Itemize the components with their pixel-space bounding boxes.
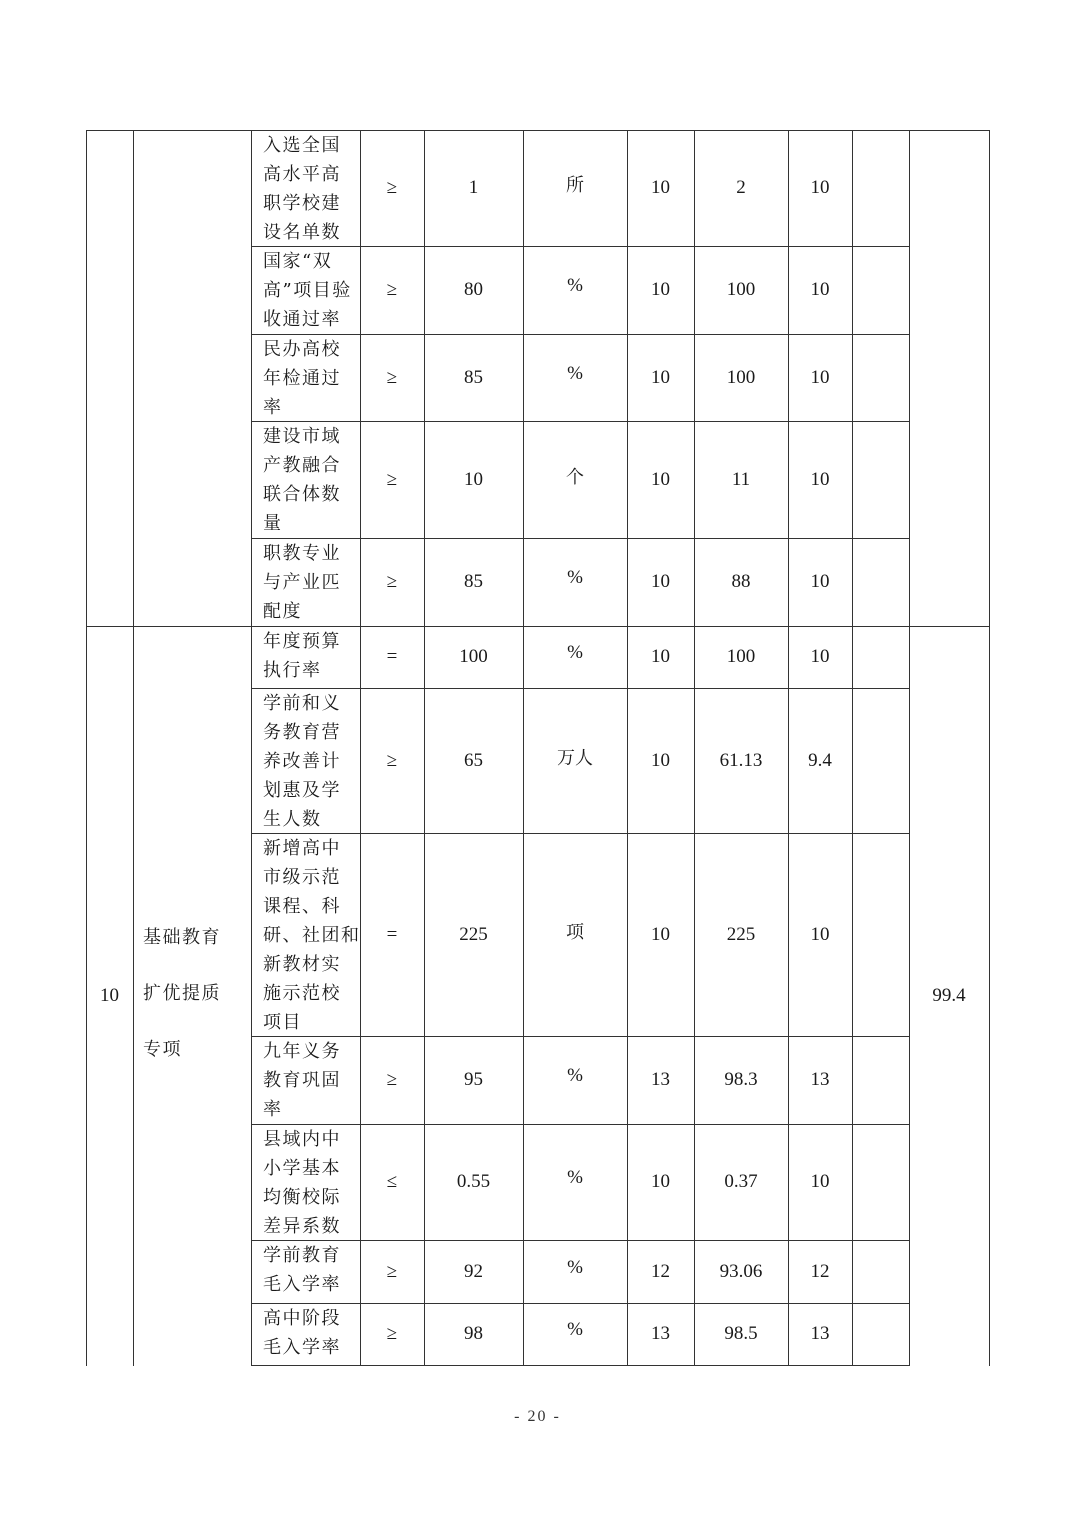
- cell-score: 13: [810, 1323, 830, 1344]
- cell-score: 10: [810, 1171, 830, 1192]
- indicator-name-line: 建设市域: [263, 426, 341, 447]
- cell-score: 10: [810, 923, 830, 945]
- cell-remark: [852, 130, 909, 246]
- indicator-name-line: 九年义务: [263, 1041, 341, 1062]
- project-index: 10: [100, 984, 119, 1006]
- page-number: - 20 -: [514, 1408, 561, 1425]
- indicator-name-line: 率: [263, 1099, 283, 1120]
- column-rule: [251, 130, 252, 1366]
- indicator-name-line: 联合体数: [263, 484, 341, 505]
- cell-weight: 13: [651, 1323, 670, 1344]
- cell-weight: 12: [651, 1260, 670, 1282]
- cell-actual: 0.37: [724, 1171, 758, 1192]
- cell-score: 10: [810, 646, 830, 667]
- cell-unit: %: [567, 1256, 583, 1278]
- indicator-name-line: 与产业匹: [263, 572, 341, 593]
- indicator-name-line: 高中阶段: [263, 1308, 341, 1329]
- cell-actual: 93.06: [719, 1260, 763, 1282]
- cell-score: 9.4: [808, 749, 832, 771]
- indicator-name-line: 年检通过: [263, 368, 341, 389]
- project-name-line: 基础教育: [143, 927, 221, 948]
- cell-op: ≥: [386, 468, 398, 490]
- indicator-name: [263, 1037, 358, 1124]
- cell-unit: 个: [566, 466, 584, 488]
- indicator-name-line: 毛入学率: [263, 1337, 341, 1358]
- cell-remark: [852, 1303, 909, 1365]
- cell-actual: 61.13: [719, 749, 763, 771]
- indicator-name-line: 年度预算: [263, 631, 341, 652]
- cell-remark: [852, 421, 909, 538]
- cell-unit: 万人: [557, 747, 593, 769]
- indicator-name: [263, 335, 358, 422]
- indicator-name-line: 项目: [263, 1012, 302, 1033]
- indicator-name-line: 新增高中: [263, 838, 341, 859]
- cell-unit: %: [567, 567, 583, 588]
- cell-unit: %: [567, 1167, 583, 1188]
- cell-target: 65: [464, 749, 483, 771]
- cell-remark: [852, 246, 909, 334]
- cell-weight: 10: [651, 279, 670, 300]
- cell-weight: 10: [651, 177, 670, 198]
- indicator-name-line: 务教育营: [263, 722, 341, 743]
- cell-unit: %: [567, 1065, 583, 1086]
- project-name: [143, 910, 249, 1078]
- cell-score: 12: [810, 1260, 830, 1282]
- cell-target: 95: [464, 1069, 483, 1090]
- indicator-name-line: 划惠及学: [263, 780, 341, 801]
- cell-actual: 100: [726, 366, 756, 388]
- cell-weight: 10: [651, 1171, 670, 1192]
- indicator-name-line: 学前和义: [263, 693, 341, 714]
- cell-op: ≤: [386, 1171, 398, 1192]
- project-name-line: 专项: [143, 1039, 182, 1060]
- column-rule: [133, 130, 134, 1366]
- cell-remark: [852, 1036, 909, 1124]
- cell-target: 85: [464, 571, 483, 592]
- cell-target: 1: [468, 177, 479, 198]
- indicator-name-line: 入选全国: [263, 135, 341, 156]
- indicator-name-line: 职学校建: [263, 193, 341, 214]
- indicator-name-line: 课程、科: [263, 896, 341, 917]
- indicator-name-line: 差异系数: [263, 1216, 341, 1237]
- indicator-name-line: 配度: [263, 601, 302, 622]
- cell-unit: %: [567, 1319, 583, 1340]
- indicator-name: [263, 247, 358, 334]
- column-rule: [989, 130, 990, 1366]
- cell-score: 10: [810, 366, 830, 388]
- cell-target: 80: [464, 279, 483, 300]
- indicator-name-line: 教育巩固: [263, 1070, 341, 1091]
- cell-remark: [852, 626, 909, 688]
- indicator-name-line: 收通过率: [263, 309, 341, 330]
- indicator-name-line: 设名单数: [263, 222, 341, 243]
- cell-unit: 项: [566, 921, 584, 943]
- indicator-name: [263, 539, 358, 626]
- indicator-name-line: 新教材实: [263, 954, 341, 975]
- indicator-name: [263, 131, 358, 247]
- indicator-name-line: 学前教育: [263, 1245, 341, 1266]
- cell-weight: 10: [651, 571, 670, 592]
- indicator-name-line: 高水平高: [263, 164, 341, 185]
- cell-target: 100: [459, 646, 488, 667]
- cell-unit: %: [567, 642, 583, 663]
- cell-weight: 10: [651, 468, 670, 490]
- cell-unit: %: [567, 275, 583, 296]
- cell-target: 85: [464, 366, 483, 388]
- cell-score: 10: [810, 468, 830, 490]
- cell-op: ≥: [386, 1323, 398, 1344]
- indicator-name-line: 量: [263, 513, 283, 534]
- indicator-name-line: 执行率: [263, 660, 322, 681]
- cell-op: ≥: [386, 749, 398, 771]
- cell-op: =: [386, 646, 398, 667]
- cell-actual: 100: [726, 646, 756, 667]
- cell-op: ≥: [386, 366, 398, 388]
- indicator-name-line: 均衡校际: [263, 1187, 341, 1208]
- cell-op: ≥: [386, 279, 398, 300]
- cell-score: 10: [810, 571, 830, 592]
- cell-target: 0.55: [456, 1171, 491, 1192]
- project-total-score: 99.4: [932, 984, 966, 1006]
- cell-unit: %: [567, 362, 583, 384]
- indicator-name-line: 民办高校: [263, 339, 341, 360]
- row-rule: [251, 1365, 910, 1366]
- cell-op: ≥: [386, 571, 398, 592]
- cell-actual: 88: [731, 571, 751, 592]
- cell-score: 10: [810, 177, 830, 198]
- indicator-name: [263, 1125, 358, 1241]
- cell-target: 10: [464, 468, 483, 490]
- cell-remark: [852, 1124, 909, 1240]
- indicator-name-line: 研、社团和: [263, 925, 361, 946]
- cell-weight: 10: [651, 923, 670, 945]
- cell-actual: 225: [726, 923, 756, 945]
- indicator-name-line: 养改善计: [263, 751, 341, 772]
- cell-weight: 10: [651, 366, 670, 388]
- cell-remark: [852, 538, 909, 626]
- cell-op: =: [386, 923, 398, 945]
- indicator-name-line: 市级示范: [263, 867, 341, 888]
- cell-actual: 11: [731, 468, 751, 490]
- indicator-name: [263, 422, 358, 538]
- cell-remark: [852, 334, 909, 421]
- cell-op: ≥: [386, 1069, 398, 1090]
- cell-remark: [852, 1240, 909, 1303]
- cell-op: ≥: [386, 177, 398, 198]
- indicator-name-line: 产教融合: [263, 455, 341, 476]
- cell-score: 13: [810, 1069, 830, 1090]
- indicator-name-line: 施示范校: [263, 983, 341, 1004]
- cell-weight: 10: [651, 646, 670, 667]
- cell-target: 92: [464, 1260, 483, 1282]
- project-name-line: 扩优提质: [143, 983, 221, 1004]
- cell-weight: 13: [651, 1069, 670, 1090]
- indicator-name: [263, 689, 358, 834]
- indicator-name-line: 率: [263, 397, 283, 418]
- indicator-name-line: 职教专业: [263, 543, 341, 564]
- cell-actual: 2: [736, 177, 746, 198]
- indicator-name: [263, 627, 358, 685]
- indicator-name: [263, 834, 361, 1037]
- indicator-name-line: 生人数: [263, 809, 322, 830]
- cell-remark: [852, 833, 909, 1036]
- cell-weight: 10: [651, 749, 670, 771]
- indicator-name-line: 县域内中: [263, 1129, 341, 1150]
- cell-unit: 所: [566, 175, 584, 196]
- cell-target: 225: [459, 923, 488, 945]
- cell-actual: 98.3: [724, 1069, 758, 1090]
- indicator-name-line: 小学基本: [263, 1158, 341, 1179]
- cell-op: ≥: [386, 1260, 398, 1282]
- indicator-name: [263, 1241, 358, 1299]
- indicator-name: [263, 1304, 358, 1362]
- indicator-name-line: 毛入学率: [263, 1274, 341, 1295]
- indicator-name-line: 高”项目验: [263, 280, 352, 301]
- cell-actual: 100: [726, 279, 756, 300]
- cell-remark: [852, 688, 909, 833]
- indicator-name-line: 国家“双: [263, 251, 333, 272]
- cell-actual: 98.5: [724, 1323, 758, 1344]
- cell-target: 98: [464, 1323, 483, 1344]
- cell-score: 10: [810, 279, 830, 300]
